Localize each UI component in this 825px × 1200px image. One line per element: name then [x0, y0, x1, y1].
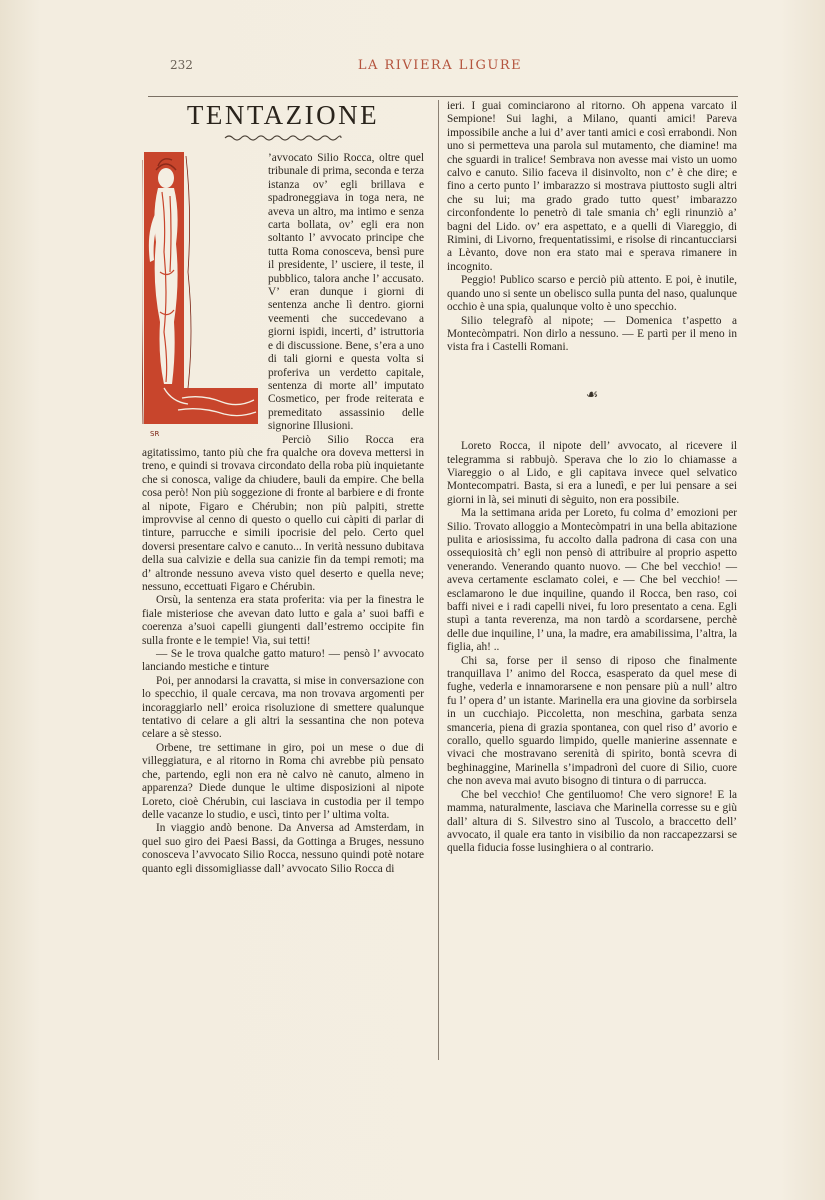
- paragraph: Ma la settimana arida per Loreto, fu colma d’ emozioni per Silio. Trovato alloggio a Montecòmpatri in una bella abitazione pulita e ariosissima, fu accolto dalla padrona di casa con una ossequiosità ch’ egli non pensò di attribuire al proprio aspetto venerando. Venerando quanto nuovo. — Che bel vecchio! — aveva certamente esclamato colei, e — Che bel vecchio! — esclamarono le due inquiline, quando il Rocca, ben raso, coi baffi nivei e i radi capelli nivei, fu loro presentato a cena. Egli stupì a tanta reverenza, ma non tardò a scordarsene, perchè delle due inquiline, l’ una, la madre, era amabilissima, l’altra, la figlia, ah! ..: [447, 507, 737, 654]
- paragraph: Che bel vecchio! Che gentiluomo! Che vero signore! E la mamma, naturalmente, lasciava che Marinella corresse su e giù dall’ altura di S. Silvestro sino al Tuscolo, a braccetto dell’ avvocato, il quale era tanto in visibilio da non raccapezzarsi se quella fiducia fosse lusinghiera o al contrario.: [447, 788, 737, 855]
- article-title: TENTAZIONE: [186, 100, 380, 130]
- paragraph: — Se le trova qualche gatto maturo! — pensò l’ avvocato lanciando mestiche e tinture: [142, 648, 424, 674]
- page-header: [140, 58, 740, 80]
- left-column: [142, 100, 424, 876]
- paragraph: Poi, per annodarsi la cravatta, si mise in conversazione con lo specchio, il quale cercava, ma non trovava argomenti per incoraggiarlo nell’ eroica risoluzione di smettere qualunque tentativo di celare a gli altri la sessantina che non poteva celare a sè stesso.: [142, 674, 424, 741]
- right-column: [447, 100, 737, 856]
- paragraph: Orbene, tre settimane in giro, poi un mese o due di villeggiatura, e al ritorno in Roma chi avrebbe più pensato che, partendo, egli non era nè calvo nè canuto, almeno in apparenza? Diede dunque le ultime disposizioni al nipote Loreto, cioè Chérubin, cui lasciava in custodia per il tempo delle vacanze lo studio, e uscì, tinto per l’ ultima volta.: [142, 741, 424, 821]
- paragraph: ieri. I guai cominciarono al ritorno. Oh appena varcato il Sempione! Sui laghi, a Milano, quanti amici! Pareva impossibile anche a lui d’ aver tanti amici e così errabondi. Non uno si permetteva una parola sul mutamento, che diamine! ma che sguardi in tralice! Sembrava non avesse mai visto un uomo calvo e canuto. Silio faceva il disinvolto, non c’ è che dire; e fino a certo punto l’ imbarazzo si mostrava piuttosto sugli altri che su lui; ma grado grado tutto quest’ imbarazzo circonfondente lo penetrò di tale smania ch’ egli rinunziò a’ bagni del Lido. ov’ era aspettato, e a quelli di Viareggio, di Rimini, di Livorno, frequentatissimi, e risolse di rincantucciarsi a Lèvanto, dove non era stato mai e sperava rimanere in incognito.: [447, 100, 737, 273]
- column-divider: [438, 100, 439, 1060]
- title-flourish-icon: [223, 134, 343, 142]
- header-rule: [148, 96, 738, 97]
- paragraph: Loreto Rocca, il nipote dell’ avvocato, al ricevere il telegramma si rabbujò. Sperava che lo zio lo chiamasse a Viareggio o al Lido, e gli capitava invece quel selvatico Montecompatri. Basta, si era a lunedì, e per lui pensare a sei giorni in là, sei minuti di sèguito, non era possibile.: [447, 440, 737, 506]
- paragraph: Silio telegrafò al nipote; — Domenica t’aspetto a Montecòmpatri. Non dirlo a nessuno. — E partì per il meno in vista fra i Castelli Romani.: [447, 314, 737, 354]
- running-title: LA RIVIERA LIGURE: [357, 58, 523, 73]
- section-ornament-icon: ☙: [585, 387, 599, 403]
- illustration-monogram: SR: [150, 430, 160, 438]
- paragraph: In viaggio andò benone. Da Anversa ad Amsterdam, in quel suo giro dei Paesi Bassi, da Gottinga a Bruges, nessuno conosceva l’avvocato Silio Rocca, nessuno quindi potè notare quanto egli dissomigliasse dall’ avvocato Silio Rocca di: [142, 822, 424, 875]
- paragraph: Perciò Silio Rocca era agitatissimo, tanto più che fra qualche ora doveva mettersi in treno, e quindi si trovava circondato della roba più inquietante che si conosca, valige da chiudere, bauli da empire. Che bella cosa però! Non più soggezione di fronte al barbiere e di fronte al nipote, Figaro e Chérubin; non più palpiti, strette improvvise al cenno di questo o quello cui càpiti di parlar di tinture, parrucche e simili ipocrisie del pelo. Certo quel doversi presentare calvo e canuto... In verità nessuno dubitava della sua calvizie e della sua canizie fin da tempi remoti; ma d’ altronde nessuno aveva visto quel deserto e quella neve; nessuno, eccettuati Figaro e Chérubin.: [142, 433, 424, 593]
- page-number: 232: [170, 58, 193, 72]
- paragraph: Chi sa, forse per il senso di riposo che finalmente tranquillava l’ animo del Rocca, esasperato da quel mese di fughe, vederla e innamorarsene e non pensare più a null’ altro fu l’ opera d’ un istante. Marinella era una giovine da sorbirsela in un cucchiajo. Piccoletta, non meschina, garbata senza smanceria, piena di grazia spontanea, con quel riso d’ avorio e corallo, quello sguardo limpido, quelle manierine assennate e vivaci che mostravano serenità di spirito, bontà scevra di beghinaggine, Marinella s’impadronì del cuore di Silio, cuore che non aveva mai avuto bisogno di tintura o di parrucca.: [447, 654, 737, 788]
- paragraph: ’avvocato Silio Rocca, oltre quel tribunale di prima, seconda e terza istanza ov’ egli brillava e spadroneggiava in toga nera, ne aveva un altro, ma intimo e senza carta bollata, ov’ egli era non soltanto l’ avvocato principe che tutta Roma conosceva, bensì pure il presidente, l’ usciere, il teste, il pubblico, talora anche l’ accusato. V’ eran dunque i giorni di sentenza anche lì dentro. giorni veementi che succedevano a giorni ispidi, incerti, d’ istruttoria e di discussione. Bene, s’era a uno di tali giorni e questa volta si proferiva un verdetto capitale, sentenza di morte all’ imputato Cosmetico, per frode reiterata e premeditato assassinio delle signorine Illusioni.: [268, 152, 424, 433]
- dropcap-l-illustration: [142, 152, 260, 440]
- paragraph: Orsù, la sentenza era stata proferita: via per la finestra le fiale misteriose che avevan dato lutto e gala a’ suoi baffi e coerenza a’suoi capelli giungenti dall’estremo occipite fin sulla fronte e le tempie! Via, sui tetti!: [142, 594, 424, 647]
- paragraph: Peggio! Publico scarso e perciò più attento. E poi, è inutile, quando uno si sente un obelisco sulla punta del naso, qualunque occhio è una spia, qualunque volto è uno specchio.: [447, 274, 737, 314]
